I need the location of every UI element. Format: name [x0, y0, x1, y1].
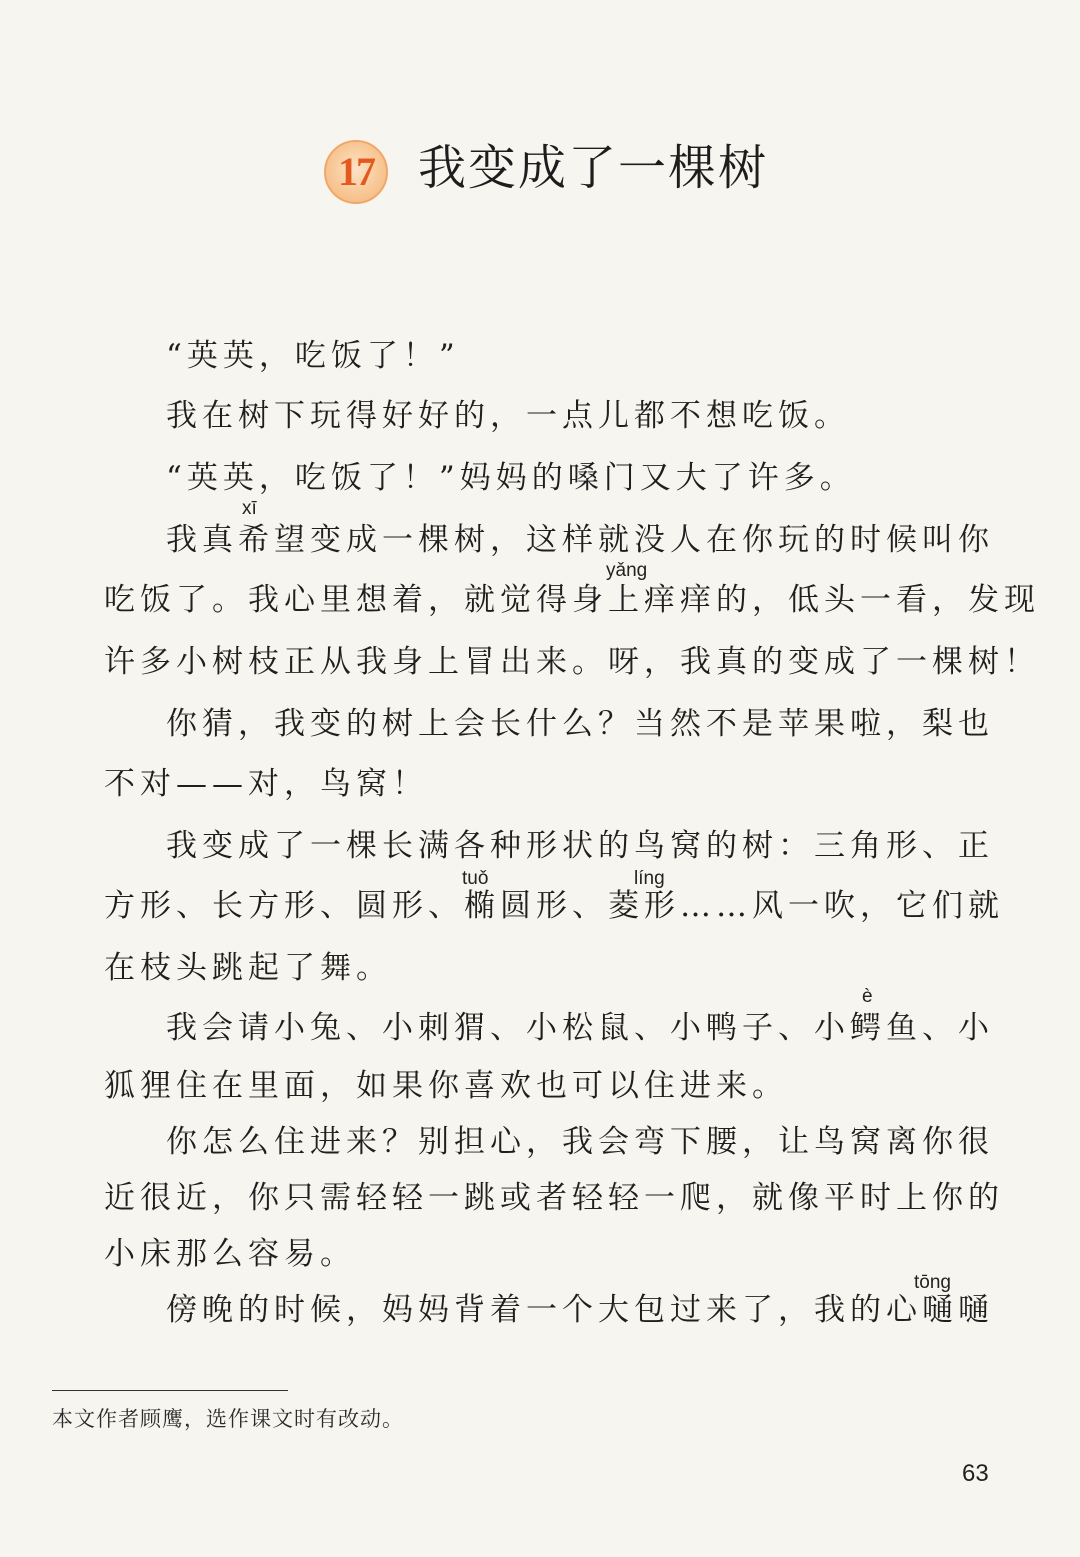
- lesson-header: [0, 138, 1080, 208]
- pinyin-annotation: yǎng: [606, 560, 648, 581]
- paragraph-line: 方形、长方形、圆形、椭圆形、菱形……风一吹，它们就: [104, 888, 1004, 924]
- footnote-divider: [52, 1390, 288, 1391]
- page-number: 63: [962, 1460, 989, 1487]
- paragraph-line: 我真希望变成一棵树，这样就没人在你玩的时候叫你: [166, 522, 994, 558]
- paragraph-line: 在枝头跳起了舞。: [104, 950, 392, 986]
- lesson-title: 我变成了一棵树: [418, 140, 769, 196]
- pinyin-annotation: xī: [242, 498, 257, 519]
- lesson-number: 17: [338, 149, 374, 194]
- paragraph-line: 我变成了一棵长满各种形状的鸟窝的树：三角形、正: [166, 828, 994, 864]
- paragraph-line: 傍晚的时候，妈妈背着一个大包过来了，我的心嗵嗵: [166, 1292, 994, 1328]
- pinyin-annotation: tuǒ: [462, 868, 489, 889]
- pinyin-annotation: líng: [634, 868, 665, 889]
- paragraph-line: “英英，吃饭了！”: [166, 338, 460, 374]
- paragraph-line: 我在树下玩得好好的，一点儿都不想吃饭。: [166, 398, 850, 434]
- paragraph-line: “英英，吃饭了！”妈妈的嗓门又大了许多。: [166, 460, 856, 496]
- paragraph-line: 你猜，我变的树上会长什么？当然不是苹果啦，梨也: [166, 706, 994, 742]
- paragraph-line: 不对——对，鸟窝！: [104, 766, 428, 802]
- lesson-number-badge: [324, 140, 388, 204]
- paragraph-line: 近很近，你只需轻轻一跳或者轻轻一爬，就像平时上你的: [104, 1180, 1004, 1216]
- paragraph-line: 你怎么住进来？别担心，我会弯下腰，让鸟窝离你很: [166, 1124, 994, 1160]
- footnote: 本文作者顾鹰，选作课文时有改动。: [52, 1407, 404, 1431]
- paragraph-line: 小床那么容易。: [104, 1236, 356, 1272]
- paragraph-line: 我会请小兔、小刺猬、小松鼠、小鸭子、小鳄鱼、小: [166, 1010, 994, 1046]
- paragraph-line: 许多小树枝正从我身上冒出来。呀，我真的变成了一棵树！: [104, 644, 1040, 680]
- pinyin-annotation: è: [862, 986, 873, 1007]
- pinyin-annotation: tōng: [914, 1272, 951, 1293]
- paragraph-line: 吃饭了。我心里想着，就觉得身上痒痒的，低头一看，发现: [104, 582, 1040, 618]
- paragraph-line: 狐狸住在里面，如果你喜欢也可以住进来。: [104, 1068, 788, 1104]
